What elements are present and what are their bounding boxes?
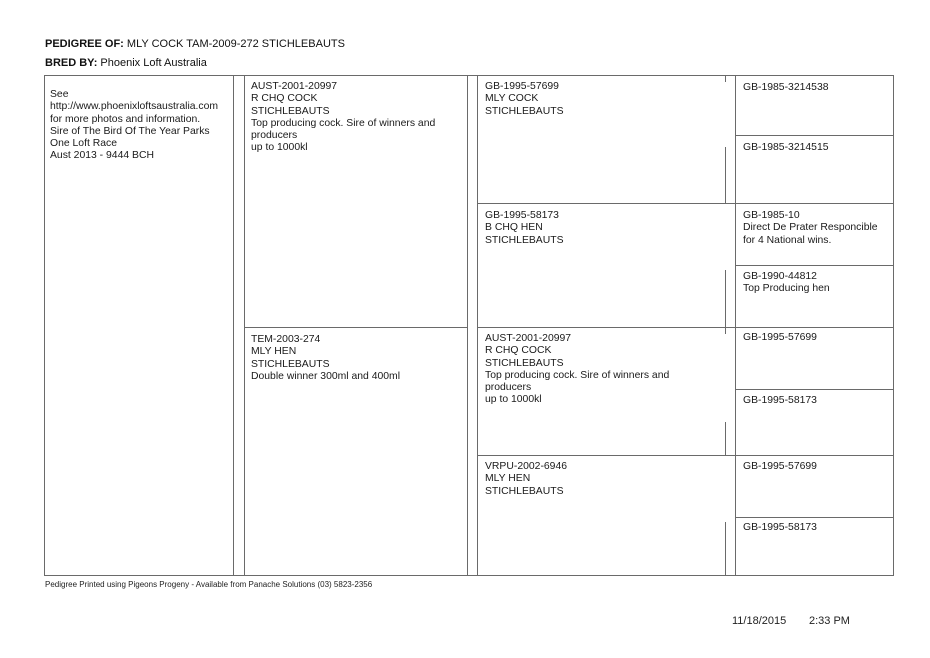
bracket-tick <box>725 270 726 327</box>
dam-ring: TEM-2003-274 <box>251 334 321 345</box>
gp-line: STICHLEBAUTS <box>485 234 564 246</box>
ggp-cell-7 <box>743 461 893 473</box>
subject-line: See <box>50 89 69 100</box>
gp-dam-sire-cell <box>485 333 723 407</box>
subject-website-link[interactable]: http://www.phoenixloftsaustralia.com <box>50 101 219 113</box>
col-divider-2b <box>477 75 478 576</box>
row-divider-gp-sire <box>477 203 735 204</box>
col-divider-2a <box>467 75 468 576</box>
row-divider-parents <box>244 327 468 328</box>
bred-by-label: BRED BY: <box>45 57 98 69</box>
bred-by-value: Phoenix Loft Australia <box>100 57 207 69</box>
ggp-ring: GB-1995-57699 <box>743 461 817 472</box>
row-divider-gp-dam <box>477 455 735 456</box>
pedigree-value: MLY COCK TAM-2009-272 STICHLEBAUTS <box>126 38 345 50</box>
gp-line: MLY HEN <box>485 473 531 485</box>
sire-line: producers <box>251 130 298 142</box>
print-time: 2:33 PM <box>809 615 850 627</box>
row-divider-ggp-4 <box>735 327 894 328</box>
ggp-cell-3 <box>743 210 893 247</box>
row-divider-ggp-5 <box>735 389 894 390</box>
ggp-ring: GB-1995-57699 <box>743 332 817 343</box>
subject-line: One Loft Race <box>50 138 118 150</box>
gp-line: R CHQ COCK <box>485 345 552 357</box>
col-divider-1a <box>233 75 234 576</box>
ggp-ring: GB-1985-3214515 <box>743 142 829 153</box>
row-divider-ggp-3 <box>735 265 894 266</box>
gp-sire-dam-cell <box>485 210 723 247</box>
grid-bottom-border <box>44 575 894 576</box>
ggp-ring: GB-1985-10 <box>743 210 800 221</box>
grid-right-border <box>893 75 894 576</box>
bracket-tick <box>725 327 726 334</box>
col-divider-3 <box>735 75 736 576</box>
sire-line: STICHLEBAUTS <box>251 105 330 117</box>
ggp-ring: GB-1995-58173 <box>743 395 817 406</box>
gp-line: MLY COCK <box>485 93 539 105</box>
gp-dam-dam-cell <box>485 461 723 498</box>
gp-line: Top producing cock. Sire of winners and <box>485 369 670 381</box>
gp-line: STICHLEBAUTS <box>485 485 564 497</box>
ggp-cell-4 <box>743 271 893 296</box>
row-divider-ggp-6 <box>735 455 894 456</box>
sire-line: R CHQ COCK <box>251 93 318 105</box>
ggp-cell-6 <box>743 395 893 407</box>
dam-line: Double winner 300ml and 400ml <box>251 370 401 382</box>
bred-by-heading <box>45 57 207 69</box>
dam-line: STICHLEBAUTS <box>251 358 330 370</box>
ggp-cell-5 <box>743 332 893 344</box>
subject-line: Aust 2013 - 9444 BCH <box>50 150 154 162</box>
bracket-tick <box>725 75 726 82</box>
pedigree-heading <box>45 38 345 50</box>
ggp-cell-1 <box>743 82 893 94</box>
gp-line: STICHLEBAUTS <box>485 357 564 369</box>
sire-line: up to 1000kl <box>251 142 308 154</box>
grid-top-border <box>44 75 894 76</box>
bracket-tick <box>725 147 726 203</box>
col-divider-1b <box>244 75 245 576</box>
ggp-ring: GB-1990-44812 <box>743 271 817 282</box>
gp-sire-sire-cell <box>485 81 723 118</box>
print-date: 11/18/2015 <box>732 615 787 627</box>
grid-left-border <box>44 75 45 576</box>
row-divider-ggp-2 <box>735 203 894 204</box>
row-divider-ggp-1 <box>735 135 894 136</box>
gp-line: STICHLEBAUTS <box>485 105 564 117</box>
ggp-cell-2 <box>743 142 893 154</box>
pedigree-label: PEDIGREE OF: <box>45 38 124 50</box>
ggp-ring: GB-1995-58173 <box>743 522 817 533</box>
gp-ring: VRPU-2002-6946 <box>485 461 568 472</box>
footer-note: Pedigree Printed using Pigeons Progeny - Available from Panache Solutions (03) 5823-2356 <box>45 580 373 589</box>
subject-line: Sire of The Bird Of The Year Parks <box>50 125 210 137</box>
dam-line: MLY HEN <box>251 346 297 358</box>
gp-line: producers <box>485 382 532 394</box>
ggp-line: Direct De Prater Responcible <box>743 222 878 234</box>
subject-line: for more photos and information. <box>50 113 201 125</box>
subject-cell <box>50 89 232 163</box>
row-divider-ggp-7 <box>735 517 894 518</box>
gp-line: up to 1000kl <box>485 394 542 406</box>
bracket-tick <box>725 422 726 455</box>
ggp-line: Top Producing hen <box>743 283 830 295</box>
ggp-line: for 4 National wins. <box>743 234 832 246</box>
row-divider-gp-mid <box>477 327 735 328</box>
gp-line: B CHQ HEN <box>485 222 543 234</box>
ggp-ring: GB-1985-3214538 <box>743 82 829 93</box>
sire-cell <box>251 81 465 155</box>
bracket-tick <box>725 522 726 575</box>
gp-ring: GB-1995-58173 <box>485 210 559 221</box>
sire-ring: AUST-2001-20997 <box>251 81 338 92</box>
gp-ring: AUST-2001-20997 <box>485 333 572 344</box>
gp-ring: GB-1995-57699 <box>485 81 559 92</box>
dam-cell <box>251 334 465 383</box>
sire-line: Top producing cock. Sire of winners and <box>251 117 436 129</box>
ggp-cell-8 <box>743 522 893 534</box>
